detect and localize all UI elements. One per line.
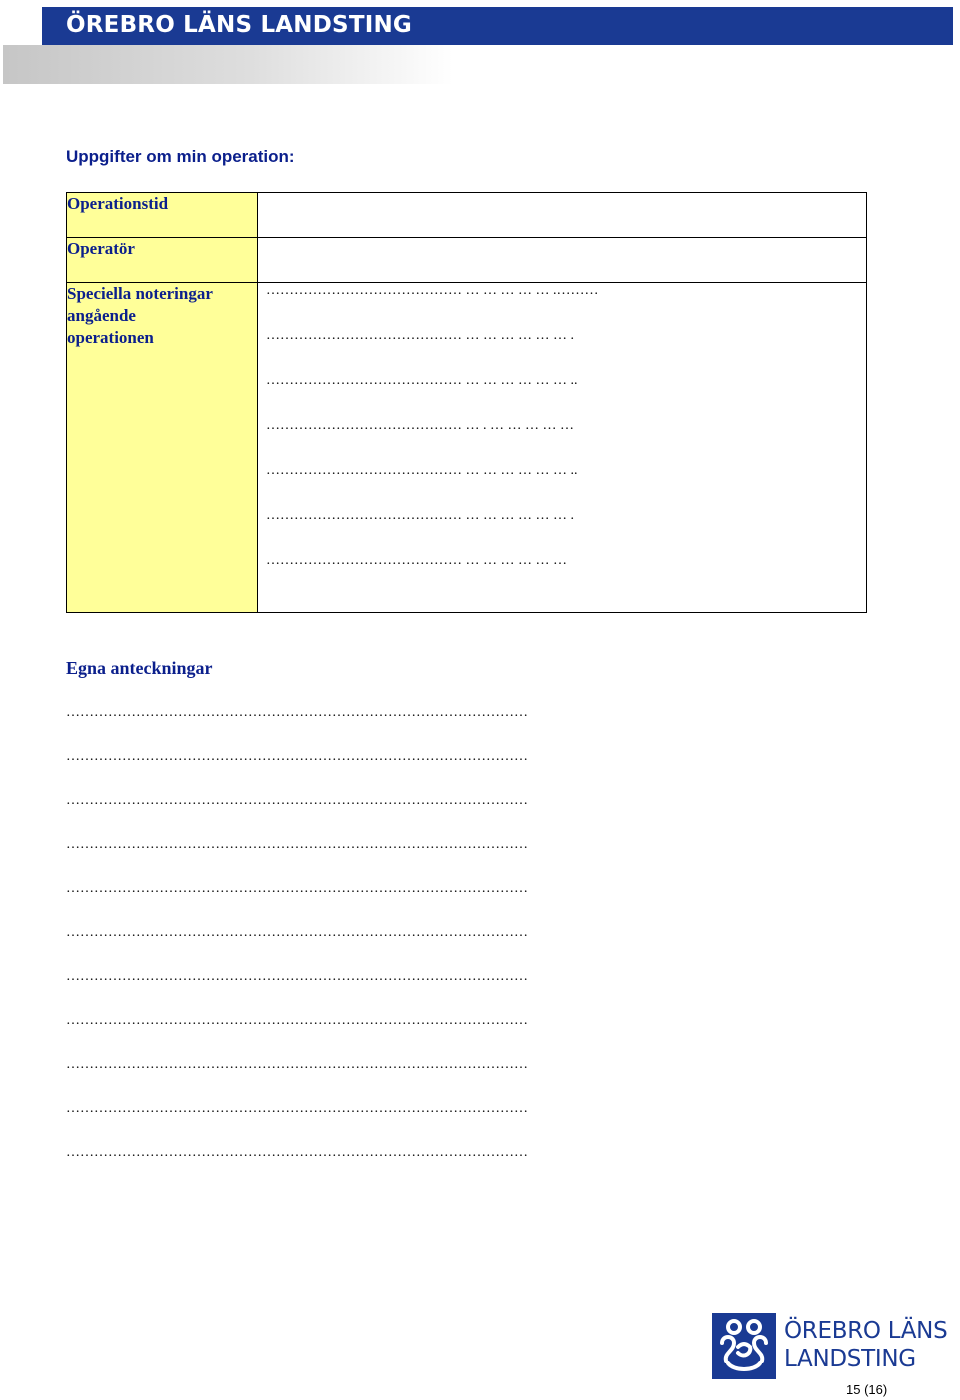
label-operator: Operatör <box>67 238 258 283</box>
dotted-line: …………………………………… … … … … … … .. <box>266 373 578 388</box>
dotted-line: …………………………………… … … … … … … <box>266 553 567 568</box>
table-row-notes <box>67 283 867 613</box>
dotted-line: …………………………………… … … … … … … .. <box>266 463 578 478</box>
header-title: ÖREBRO LÄNS LANDSTING <box>66 12 412 38</box>
landsting-emblem-icon <box>712 1313 776 1379</box>
label-special-notes-line-2: angående <box>67 306 136 325</box>
section-heading: Uppgifter om min operation: <box>66 147 295 166</box>
operation-details-table <box>66 192 867 613</box>
table-row-operationstid <box>67 193 867 238</box>
dotted-line: …………………………………… … … … … … .……… <box>266 283 599 298</box>
note-line: ……………………………………………………………………………………… <box>66 1057 528 1072</box>
note-line: ……………………………………………………………………………………… <box>66 881 528 896</box>
own-notes-area[interactable] <box>66 705 856 1189</box>
note-line: ……………………………………………………………………………………… <box>66 793 528 808</box>
footer-logo-text <box>784 1317 947 1373</box>
note-line: ……………………………………………………………………………………… <box>66 705 528 720</box>
note-line: ……………………………………………………………………………………… <box>66 1101 528 1116</box>
note-line: ……………………………………………………………………………………… <box>66 749 528 764</box>
note-line: ……………………………………………………………………………………… <box>66 837 528 852</box>
page-number: 15 (16) <box>846 1382 888 1397</box>
table-row-operator <box>67 238 867 283</box>
operator-field[interactable] <box>258 238 867 283</box>
dotted-line: …………………………………… … … … … … … . <box>266 328 574 343</box>
note-line: ……………………………………………………………………………………… <box>66 969 528 984</box>
note-line: ……………………………………………………………………………………… <box>66 1145 528 1160</box>
operationstid-field[interactable] <box>258 193 867 238</box>
header-bar <box>42 7 953 45</box>
label-special-notes-line-1: Speciella noteringar <box>67 284 213 303</box>
note-line: ……………………………………………………………………………………… <box>66 925 528 940</box>
header-shade-band <box>3 45 453 84</box>
label-operationstid: Operationstid <box>67 193 258 238</box>
note-line: ……………………………………………………………………………………… <box>66 1013 528 1028</box>
label-special-notes <box>67 283 258 613</box>
special-notes-field[interactable] <box>258 283 867 613</box>
footer-logo <box>712 1313 960 1380</box>
own-notes-heading: Egna anteckningar <box>66 658 213 678</box>
dotted-line: …………………………………… … … … … … … . <box>266 508 574 523</box>
footer-logo-line-2: LANDSTING <box>784 1346 916 1372</box>
label-special-notes-line-3: operationen <box>67 328 154 347</box>
dotted-line: …………………………………… … . … … … … … <box>266 418 574 433</box>
footer-logo-line-1: ÖREBRO LÄNS <box>784 1318 948 1344</box>
